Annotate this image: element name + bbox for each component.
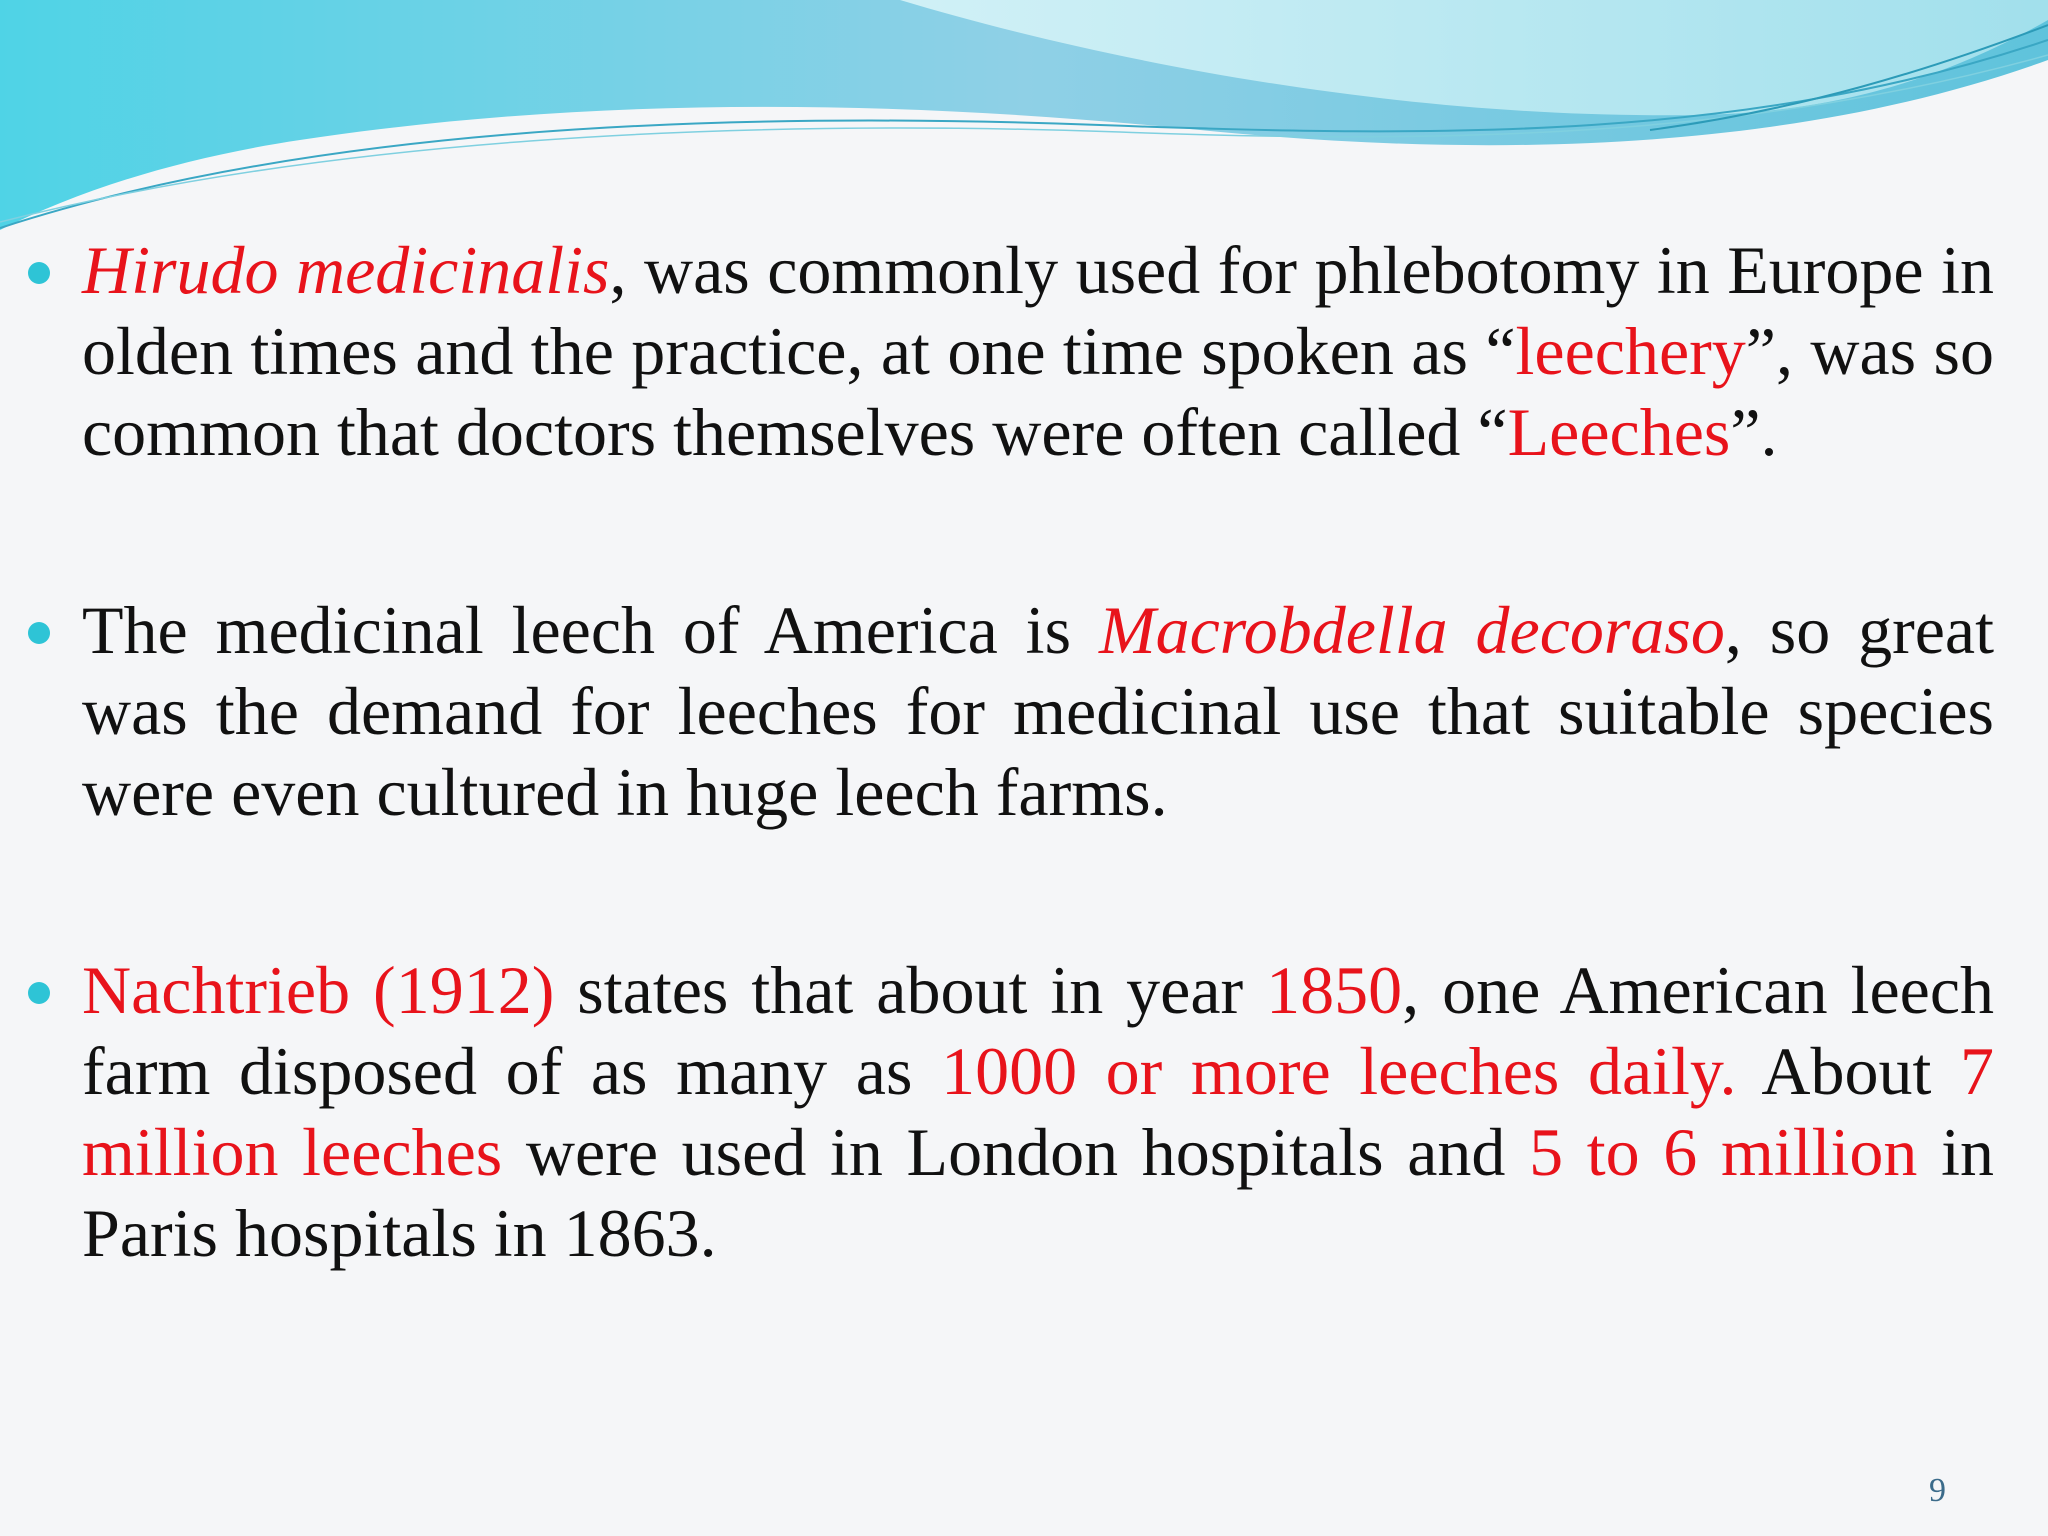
highlight-figure: 7 million leeches [82, 1033, 1995, 1190]
bullet-text: Hirudo medicinalis, was commonly used for phlebotomy in Europe in olden times and the practice, at one time spoken as “leechery”, was so common that doctors themselves were often called “Leeches”. [82, 232, 1994, 470]
bullet-dot-icon [28, 622, 50, 644]
bullet-dot-icon [28, 982, 50, 1004]
highlight-year: 1850 [1266, 952, 1403, 1028]
slide-content [28, 230, 1994, 1274]
citation: Nachtrieb (1912) [82, 952, 555, 1028]
species-name: Macrobdella decoraso [1098, 592, 1725, 668]
bullet-hirudo-medicinalis [28, 230, 1994, 473]
bullet-text: Nachtrieb (1912) states that about in year 1850, one American leech farm disposed of as many as 1000 or more leeches daily. About 7 million leeches were used in London hospitals and 5 to 6 million in Paris hospitals in 1863. [82, 952, 1995, 1271]
highlight-figure: 5 to 6 million [1529, 1114, 1918, 1190]
highlight-term: Leeches [1507, 394, 1731, 470]
page-number: 9 [1929, 1472, 1946, 1509]
highlight-figure: 1000 or more leeches daily. [941, 1033, 1737, 1109]
bullet-dot-icon [28, 262, 50, 284]
bullet-text: The medicinal leech of America is Macrobdella decoraso, so great was the demand for leeches for medicinal use that suitable species were even cultured in huge leech farms. [82, 592, 1994, 830]
species-name: Hirudo medicinalis [82, 232, 610, 308]
header-wave-decoration [0, 0, 2048, 240]
bullet-american-medicinal-leech [28, 590, 1994, 833]
bullet-nachtrieb-statistics [28, 950, 1994, 1274]
highlight-term: leechery [1515, 313, 1746, 389]
